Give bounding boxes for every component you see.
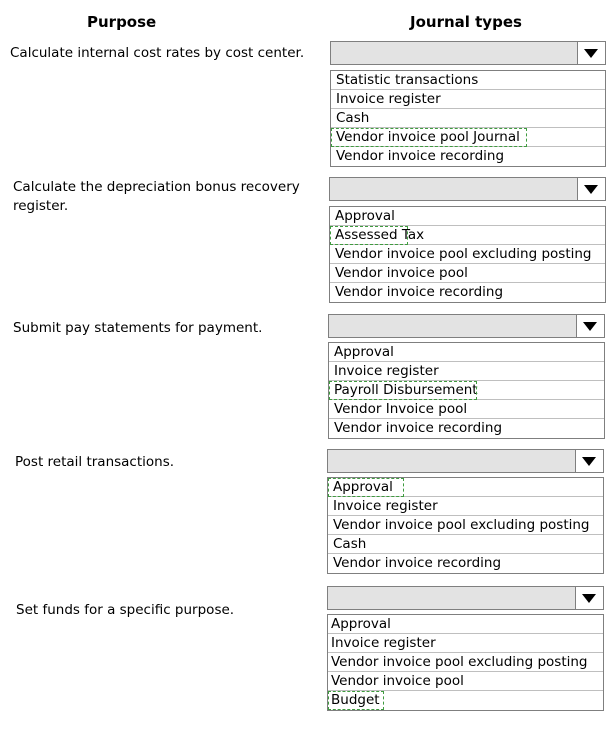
option[interactable]: Invoice register [329, 362, 604, 381]
option-selected[interactable] [330, 226, 605, 245]
option-label: Vendor invoice pool Journal [336, 129, 520, 145]
journal-type-options-3 [328, 342, 605, 439]
option[interactable]: Vendor invoice recording [336, 148, 505, 164]
option[interactable]: Invoice register [328, 634, 603, 653]
option[interactable]: Vendor invoice pool [328, 672, 603, 691]
purpose-text-3: Submit pay statements for payment. [13, 320, 263, 336]
purpose-text-4: Post retail transactions. [15, 454, 175, 470]
option[interactable]: Vendor invoice pool excluding posting [328, 653, 603, 672]
option[interactable]: Invoice register [328, 497, 603, 516]
option[interactable]: Invoice register [331, 90, 605, 109]
journal-type-dropdown-5[interactable] [327, 586, 604, 610]
option[interactable]: Cash [328, 535, 603, 554]
option[interactable]: Approval [329, 343, 604, 362]
journal-type-options-5 [327, 614, 604, 711]
option[interactable]: Vendor invoice recording [335, 284, 504, 300]
journal-type-dropdown-3[interactable] [328, 314, 605, 338]
purpose-text-1: Calculate internal cost rates by cost center. [10, 45, 305, 61]
option-label: Assessed Tax [335, 227, 425, 243]
option-label: Approval [333, 479, 393, 495]
journal-type-dropdown-4[interactable] [327, 449, 604, 473]
journal-type-options-1 [330, 70, 606, 167]
journal-type-dropdown-2[interactable] [329, 177, 606, 201]
journal-type-options-4 [327, 477, 604, 574]
option-selected[interactable] [331, 128, 605, 147]
option[interactable]: Statistic transactions [331, 71, 605, 90]
option-selected[interactable] [328, 691, 603, 710]
option-selected[interactable] [329, 381, 604, 400]
chevron-down-icon[interactable] [575, 450, 603, 472]
option[interactable]: Vendor invoice recording [333, 555, 502, 571]
option[interactable]: Approval [330, 207, 605, 226]
chevron-down-icon[interactable] [577, 178, 605, 200]
chevron-down-icon[interactable] [575, 587, 603, 609]
option[interactable]: Vendor invoice recording [334, 420, 503, 436]
option[interactable]: Approval [328, 615, 603, 634]
purpose-text-5: Set funds for a specific purpose. [16, 602, 235, 618]
option-selected[interactable] [328, 478, 603, 497]
option[interactable]: Vendor invoice pool [330, 264, 605, 283]
option[interactable]: Cash [331, 109, 605, 128]
option[interactable]: Vendor invoice pool excluding posting [328, 516, 603, 535]
option-label: Payroll Disbursement [334, 382, 478, 398]
purpose-text-2: Calculate the depreciation bonus recovery register. [13, 179, 300, 214]
purpose-header: Purpose [87, 13, 157, 31]
journal-type-options-2 [329, 206, 606, 303]
chevron-down-icon[interactable] [577, 42, 605, 64]
journal-type-dropdown-1[interactable] [330, 41, 606, 65]
option[interactable]: Vendor Invoice pool [329, 400, 604, 419]
option[interactable]: Vendor invoice pool excluding posting [330, 245, 605, 264]
journal-types-header: Journal types [410, 13, 522, 31]
chevron-down-icon[interactable] [576, 315, 604, 337]
option-label: Budget [331, 692, 380, 708]
